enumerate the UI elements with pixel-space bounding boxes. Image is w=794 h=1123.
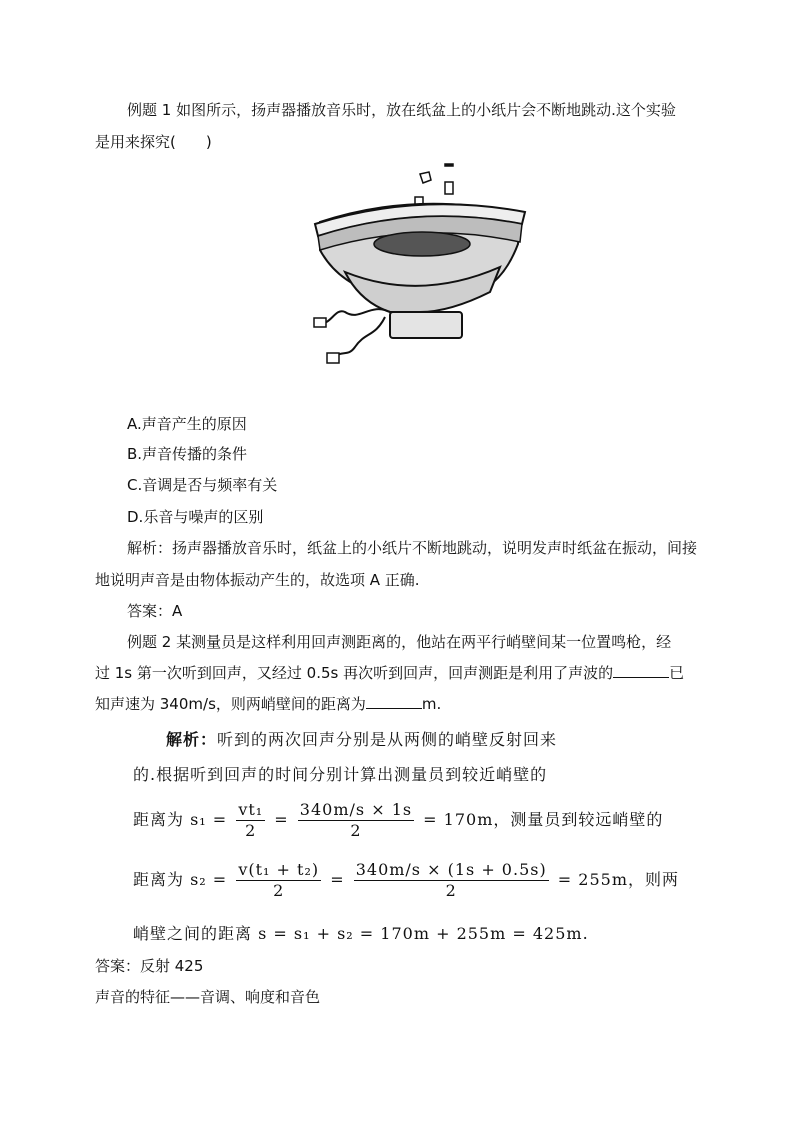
blank-1 <box>613 662 669 678</box>
solution-line4: 距离为 s₂ = $\frac{\text{v(t₁ + t₂)}}{2}$ = $\frac{340m/s \times (1s + 0.5s)}{2}$ = 255m，则两 <box>133 860 680 900</box>
solution-line5: 峭壁之间的距离 s = s₁ + s₂ = 170m + 255m = 425m. <box>133 924 589 943</box>
solution-l1: 听到的两次回声分别是从两侧的峭壁反射回来 <box>217 730 558 749</box>
example2-line3 <box>95 693 441 715</box>
fraction-340x1: $\frac{340m/s \times 1s}{2}$ <box>299 800 413 840</box>
example1-line2: 是用来探究( ) <box>95 133 212 151</box>
fraction-340x15: $\frac{340m/s \times (1s + 0.5s)}{2}$ <box>355 860 547 900</box>
fraction-vt1t2: $\frac{\text{v(t₁ + t₂)}}{2}$ <box>238 860 320 900</box>
wire-1 <box>320 309 390 323</box>
blank-2 <box>366 693 422 709</box>
example2-line2 <box>95 662 684 684</box>
solution-line2: 的.根据听到回声的时间分别计算出测量员到较近峭壁的 <box>133 765 548 784</box>
s2-result: = 255m，则两 <box>557 870 680 889</box>
s1-prefix: 距离为 s₁ = <box>133 810 228 829</box>
example1-line1: 例题 1 如图所示，扬声器播放音乐时，放在纸盆上的小纸片会不断地跳动.这个实验 <box>127 101 676 119</box>
answer1: 答案：A <box>127 602 183 620</box>
section-title: 声音的特征——音调、响度和音色 <box>95 988 321 1006</box>
wire-2 <box>335 317 385 357</box>
example2-line3-tail: m. <box>421 695 442 713</box>
option-c: C.音调是否与频率有关 <box>127 476 278 494</box>
s1-result: = 170m，测量员到较远峭壁的 <box>423 810 664 829</box>
loudspeaker-figure <box>300 162 535 377</box>
answer2: 答案：反射 425 <box>95 957 204 975</box>
example2-line3-text: 知声速为 340m/s，则两峭壁间的距离为 <box>95 695 366 713</box>
option-d: D.乐音与噪声的区别 <box>127 508 264 526</box>
example2-line2-tail: 已 <box>669 664 685 682</box>
fraction-vt1: $\frac{\text{vt₁}}{2}$ <box>238 800 264 840</box>
solution-line1 <box>166 727 557 750</box>
magnet-base <box>390 312 462 338</box>
analysis1-line2: 地说明声音是由物体振动产生的，故选项 A 正确. <box>95 571 420 589</box>
paper-cone <box>374 232 470 256</box>
solution-line3: 距离为 s₁ = $\frac{\text{vt₁}}{2}$ = $\frac{340m/s \times 1s}{2}$ = 170m，测量员到较远峭壁的 <box>133 800 664 840</box>
example2-line2-text: 过 1s 第一次听到回声，又经过 0.5s 再次听到回声，回声测距是利用了声波的 <box>95 664 614 682</box>
option-a: A.声音产生的原因 <box>127 415 247 433</box>
solution-label: 解析： <box>166 730 218 749</box>
s2-prefix: 距离为 s₂ = <box>133 870 228 889</box>
option-b: B.声音传播的条件 <box>127 445 248 463</box>
analysis1-line1: 解析：扬声器播放音乐时，纸盆上的小纸片不断地跳动，说明发声时纸盆在振动，间接 <box>127 539 698 557</box>
example2-line1: 例题 2 某测量员是这样利用回声测距离的，他站在两平行峭壁间某一位置鸣枪，经 <box>127 633 672 651</box>
